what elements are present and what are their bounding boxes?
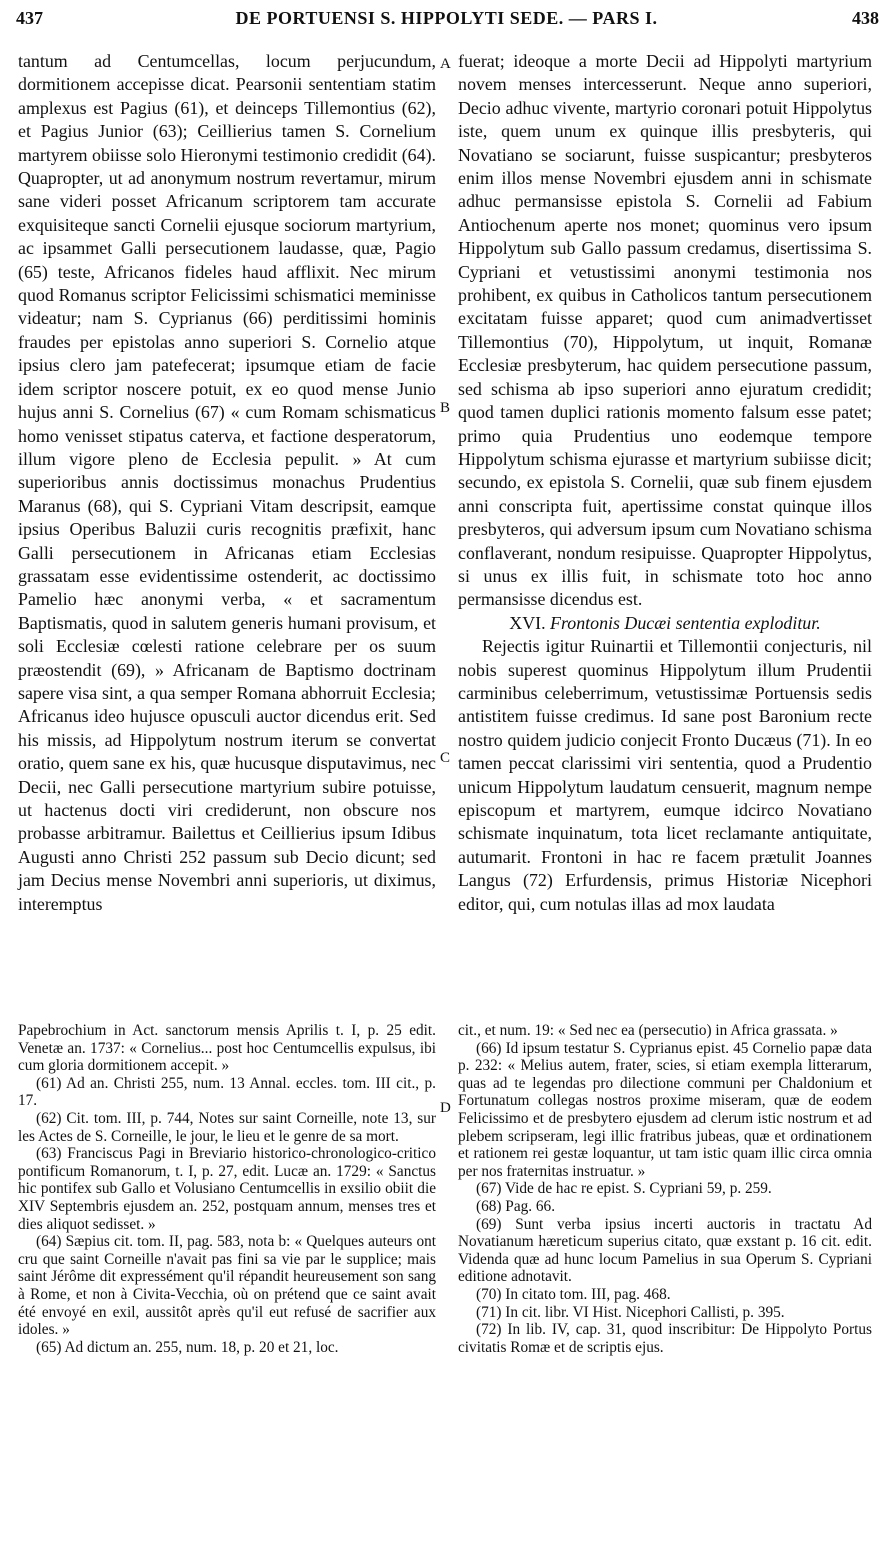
footnote: Papebrochium in Act. sanctorum mensis Aprilis t. I, p. 25 edit. Venetæ an. 1737: « Cornelius... post hoc Centumcellis expulsus, ibi cum gloria dormitionem accepit. » [18,1022,436,1075]
footnote: (71) In cit. libr. VI Hist. Nicephori Callisti, p. 395. [476,1303,785,1321]
main-paragraph: tantum ad Centumcellas, locum perjucundum, dormitionem accepisse dicat. Pearsonii sententiam statim amplexus est Pagius (61), et deinceps Tillemontius (62), et Pagius Junior (63); Ceillierius tamen S. Cornelium martyrem obiisse solo Hieronymi testimonio credidit (64). Quapropter, ut ad anonymum nostrum revertamur, mirum sane videri posset Africanum scriptorem tam accurate exquisiteque sancti Cornelii ejusque sociorum martyrium, ac ipsammet Galli persecutionem laudasse, quæ, Pagio (65) teste, Africanos fideles haud afflixit. Nec mirum quod Romanus scriptor Felicissimi schismatici meminisse videatur; nam S. Cyprianus (66) perditissimi hominis fraudes per epistolas anno superiori S. Cornelio atque ipsius clero jam patefecerat; ipsumque etiam de facie idem scriptor noscere potuit, ex eo quod mense Junio hujus anni S. Cornelius (67) « cum Romam schismaticus homo venisset stipatus caterva, et factione desperatorum, illum vigore pleno de Ecclesia pepulit. » At cum superioribus annis doctissimus monachus Prudentius Maranus (68), qui S. Cypriani Vitam descripsit, eamque ipsius Operibus Baluzii curis recognitis præfixit, hanc Galli persecutionem in Africanas etiam Ecclesias grassatam esse evidentissime ostenderit, ac doctissimo Pamelio hæc anonymi verba, « et sacramentum Baptismatis, quod in salutem generis humani provisum, et soli Ecclesiæ cœlesti ratione celebrare per os suum præostendit (69), » Africanam de Baptismo doctrinam sapere visa sint, a qua semper Romana abhorruit Ecclesia; Africanus ideo hujusce opusculi auctor dicendus erit. Sed his missis, ad Hippolytum nostrum iterum se convertat oratio, quem sane ex his, quæ hucusque disputavimus, nec Decii, nec Galli persecutione martyrium subire potuisse, ut hactenus docti viri crediderunt, non obscure nos probasse arbitramur. Bailettus et Ceillierius ipsum Idibus Augusti anno Christi 252 passum sub Decio dicunt; sed jam Decius mense Novembri anni superioris, ut diximus, interemptus [18,51,436,914]
running-title: DE PORTUENSI S. HIPPOLYTI SEDE. — PARS I. [235,8,658,28]
margin-marker-c: C [440,750,451,766]
footnote: (61) Ad an. Christi 255, num. 13 Annal. eccles. tom. III cit., p. 17. [18,1074,436,1110]
section-heading [458,612,872,635]
main-column-right [458,50,872,916]
footnote: (68) Pag. 66. [476,1197,556,1215]
section-number: XVI. [509,612,546,633]
footnote: (65) Ad dictum an. 255, num. 18, p. 20 et 21, loc. [36,1338,339,1356]
footnote: (69) Sunt verba ipsius incerti auctoris in tractatu Ad Novatianum hæreticum superius citato, quæ exstant p. 16 cit. edit. Videnda quæ ad hunc locum Pamelius in sua Operum S. Cypriani editione adnotavit. [458,1215,872,1286]
left-page-number: 437 [16,8,43,28]
footnote: (64) Sæpius cit. tom. II, pag. 583, nota b: « Quelques auteurs ont cru que saint Corneille n'avait pas fini sa vie par le supplice; mais saint Jérôme dit expressément qu'il répandit heureusement son sang à Rome, et non à Civita-Vecchia, où on prétend que ce saint avait été envoyé en exil, aussitôt après qu'il eut refusé de sacrifier aux idoles. » [18,1233,436,1339]
main-paragraph: fuerat; ideoque a morte Decii ad Hippolyti martyrium novem menses intercesserunt. Neque anno superiori, Decio adhuc vivente, martyrio coronari potuit Hippolytus iste, quem unum ex quinque illis presbyteris, qui Novatiano se sociarunt, fuisse suspicantur; presbyteros enim illos mense Novembri ejusdem anni in schismate adhuc permansisse epistola S. Cornelii ad Fabium Antiochenum aperte nos monet; quominus vero ipsum Hippolytum sub Gallo passum credamus, disertissima S. Cypriani et vetustissimi anonymi testimonia nos prohibent, ex quibus in Catholicos tantum persecutionem excitatam fuisse apparet; quod cum animadvertisset Tillemontius (70), Hippolytum, ut inquit, Romanæ Ecclesiæ presbyterum, hac quidem persecutione passum, sed schisma ab ipso superiori anno ejuratum credidit; quod tamen duplici rationis momento falsum esse patet; primo quia Prudentius uno eodemque tempore Hippolytum schisma ejurasse et martyrium subiisse dicit; secundo, ex epistola S. Cornelii, quæ sub finem ejusdem anni conscripta fuit, apertissime constat quinque illos presbyteros, qui adversum ipsum cum Novatiano schisma conflaverant, nondum resipuisse. Quapropter Hippolytus, si unus ex illis fuit, in schismate toto hoc anno permansisse dicendus est. [458,51,872,610]
footnote: (67) Vide de hac re epist. S. Cypriani 59, p. 259. [476,1180,772,1198]
footnote: (72) In lib. IV, cap. 31, quod inscribitur: De Hippolyto Portus civitatis Romæ et de scriptis ejus. [458,1321,872,1356]
right-page-number: 438 [852,8,879,28]
footnotes-right [458,1022,872,1356]
margin-marker-b: B [440,400,451,416]
footnote: (70) In citato tom. III, pag. 468. [476,1285,671,1303]
margin-marker-d: D [440,1100,451,1116]
main-paragraph: Rejectis igitur Ruinartii et Tillemontii conjecturis, nil nobis superest quominus Hippolytum illum Prudentii carminibus celeberrimum, vetustissimæ Portuensis sedis antistitem fuisse credimus. Id sane post Baronium recte nostro quidem judicio conjecit Fronto Ducæus (71). In eo tamen peccat clarissimi viri sententia, quod a Prudentio unicum Hippolytum laudatum censuerit, magnum nempe episcopum et martyrem, eumque idcirco Novatiano schismate inquinatum, tota licet reclamante antiquitate, autumarit. Frontoni in hac re facem prætulit Joannes Langus (72) Erfurdensis, primus Historiæ Nicephori editor, qui, cum notulas illas ad mox laudata [458,636,872,914]
running-header [0,8,893,48]
footnote: (66) Id ipsum testatur S. Cyprianus epist. 45 Cornelio papæ data p. 232: « Melius autem, frater, scies, si etiam exempla litterarum, quas ad te legendas pro dilectione communi per Chaldonium et Fortunatum collegas nostros proxime miseram, quæ de eodem Felicissimo et de presbytero ejusdem ad clerum istic nostrum et ad plebem scripseram, legi illic fratribus jubeas, quæ et ordinationem et rationem rei gestæ loquantur, ut tam istic quam illic circa omnia per nos fraternitas instruatur. » [458,1039,872,1180]
section-title: Frontonis Ducæi sententia exploditur. [550,612,821,633]
main-column-left [18,50,436,916]
footnote: (62) Cit. tom. III, p. 744, Notes sur saint Corneille, note 13, sur les Actes de S. Corneille, le jour, le lieu et le genre de sa mort. [18,1109,436,1145]
margin-marker-a: A [440,56,451,72]
footnote: cit., et num. 19: « Sed nec ea (persecutio) in Africa grassata. » [458,1022,838,1039]
footnotes-left [18,1022,436,1356]
footnote: (63) Franciscus Pagi in Breviario historico-chronologico-critico pontificum Romanorum, t. I, p. 27, edit. Lucæ an. 1729: « Sanctus hic pontifex sub Gallo et Volusiano Centumcellis in exsilio obiit die XIV Septembris ejusdem an. 252, postquam annum, menses tres et dies aliquot sedisset. » [18,1145,436,1233]
